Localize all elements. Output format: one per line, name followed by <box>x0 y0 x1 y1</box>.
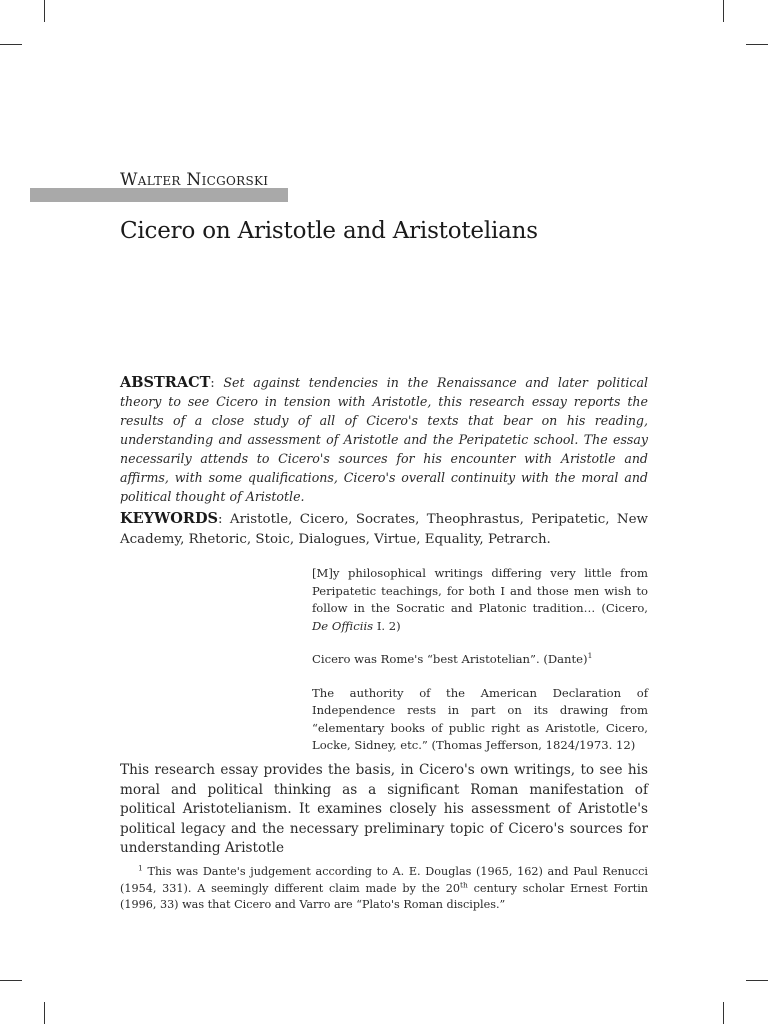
abstract-label: ABSTRACT <box>120 374 211 391</box>
epigraph-work: De Officiis <box>312 618 374 633</box>
author-bar <box>30 188 288 202</box>
article-title: Cicero on Aristotle and Aristotelians <box>120 218 538 244</box>
footnote-superscript: th <box>459 879 468 889</box>
epigraph-text: [M]y philosophical writings differing very little from Peripatetic teachings, for both I and those men wish to follow in the Socratic and Platonic tradition… (Cicero, <box>312 566 648 615</box>
epigraph <box>312 685 648 755</box>
footnote <box>120 864 648 914</box>
author-name: Walter Nicgorski <box>120 170 269 190</box>
crop-mark-top-left <box>44 0 45 22</box>
body-paragraph: This research essay provides the basis, in Cicero's own writings, to see his moral and political thinking as a significant Roman manifestation of political Aristotelianism. It examines closely his assessment of Aristotle's political legacy and the necessary preliminary topic of Cicero's sources for understanding Aristotle <box>120 762 648 856</box>
crop-mark-left-top <box>0 44 22 45</box>
crop-mark-bottom-right <box>723 1002 724 1024</box>
keywords-text: Aristotle, Cicero, Socrates, Theophrastus, Peripatetic, New Academy, Rhetoric, Stoic, Dialogues, Virtue, Equality, Petrarch. <box>120 512 648 547</box>
abstract: ABSTRACT: Set against tendencies in the Renaissance and later political theory to see Cicero in tension with Aristotle, this research essay reports the results of a close study of all of Cicero's texts that bear on his reading, understanding and assessment of Aristotle and the Peripatetic school. The essay necessarily attends to Cicero's sources for his encounter with Aristotle and affirms, with some qualifications, Cicero's overall continuity with the moral and political thought of Aristotle. <box>120 374 649 504</box>
crop-mark-right-bottom <box>746 980 768 981</box>
footnote-text-a: This was Dante's judgement according to A. E. Douglas (1965, 162) and Paul Renucci (1954, 331). A seemingly different claim made by the 20 <box>120 865 648 895</box>
keywords: KEYWORDS: Aristotle, Cicero, Socrates, Theophrastus, Peripatetic, New Academy, Rhetoric, Stoic, Dialogues, Virtue, Equality, Petrarch. <box>120 510 648 547</box>
epigraph-text: Cicero was Rome's “best Aristotelian”. (Dante) <box>312 652 588 666</box>
footnote-reference[interactable]: 1 <box>587 651 593 661</box>
epigraph-text: The authority of the American Declaration of Independence rests in part on its drawing from “elementary books of public right as Aristotle, Cicero, Locke, Sidney, etc.” (Thomas Jefferson, 1824/1973. 12) <box>312 685 648 752</box>
epigraphs <box>312 565 648 771</box>
footnote-text-b: century scholar Ernest Fortin (1996, 33) was that Cicero and Varro are “Plato's Roman disciples.” <box>120 881 648 911</box>
footnote-marker: 1 <box>138 863 143 873</box>
author-block <box>120 170 720 190</box>
crop-mark-left-bottom <box>0 980 22 981</box>
epigraph <box>312 651 648 669</box>
crop-mark-top-right <box>723 0 724 22</box>
crop-mark-right-top <box>746 44 768 45</box>
epigraph <box>312 565 648 635</box>
epigraph-citation: I. 2) <box>373 618 401 633</box>
crop-mark-bottom-left <box>44 1002 45 1024</box>
keywords-label: KEYWORDS <box>120 510 219 527</box>
abstract-text: Set against tendencies in the Renaissance and later political theory to see Cicero in tension with Aristotle, this research essay reports the results of a close study of all of Cicero's texts that bear on his reading, understanding and assessment of Aristotle and the Peripatetic school. The essay necessarily attends to Cicero's sources for his encounter with Aristotle and affirms, with some qualifications, Cicero's overall continuity with the moral and political thought of Aristotle. <box>120 375 649 504</box>
